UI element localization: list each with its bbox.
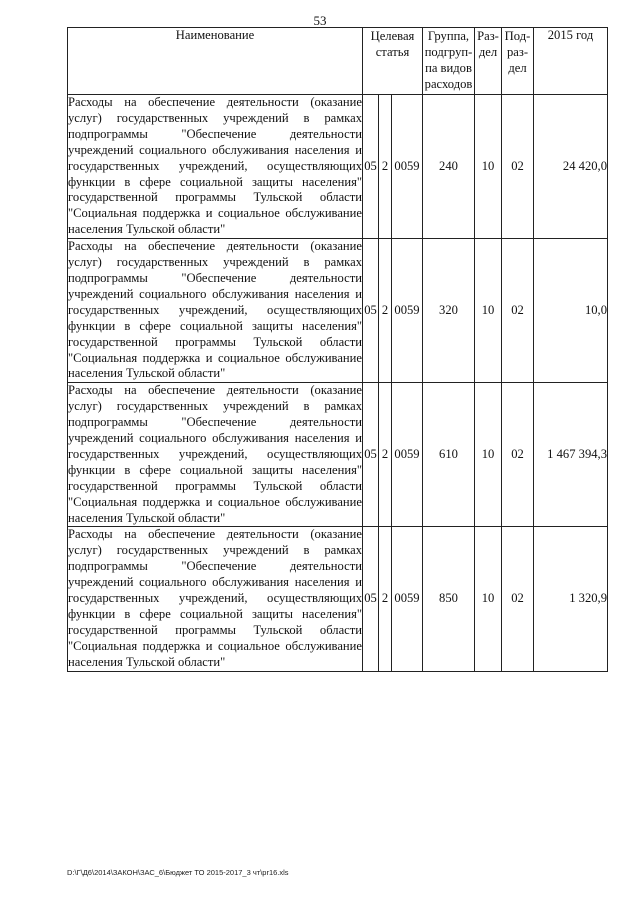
table-row: [68, 95, 608, 239]
header-year: 2015 год: [534, 28, 608, 95]
row-code-direction-cell: 0059: [392, 383, 423, 527]
row-code-subprogram-cell: 2: [379, 239, 392, 383]
row-section-cell: 10: [475, 239, 502, 383]
header-subsection: Под- раз- дел: [502, 28, 534, 95]
table-row: [68, 527, 608, 671]
row-amount-cell: 10,0: [534, 239, 608, 383]
row-name-cell: Расходы на обеспечение деятельности (оказание услуг) государственных учреждений в рамках подпрограммы "Обеспечение деятельности учреждений социального обслуживания населения и государственных учреждений, осуществляющих функции в сфере социальной защиты населения" государственной программы Тульской области "Социальная поддержка и социальное обслуживание населения Тульской области": [68, 383, 363, 527]
row-section-cell: 10: [475, 95, 502, 239]
budget-table: [67, 27, 608, 672]
row-code-subprogram-cell: 2: [379, 527, 392, 671]
table-row: [68, 383, 608, 527]
header-target: Целевая статья: [363, 28, 423, 95]
row-code-direction-cell: 0059: [392, 95, 423, 239]
header-name: Наименование: [68, 28, 363, 95]
row-section-cell: 10: [475, 527, 502, 671]
row-section-cell: 10: [475, 383, 502, 527]
row-group-cell: 850: [423, 527, 475, 671]
row-name-cell: Расходы на обеспечение деятельности (оказание услуг) государственных учреждений в рамках подпрограммы "Обеспечение деятельности учреждений социального обслуживания населения и государственных учреждений, осуществляющих функции в сфере социальной защиты населения" государственной программы Тульской области "Социальная поддержка и социальное обслуживание населения Тульской области": [68, 95, 363, 239]
row-name-cell: Расходы на обеспечение деятельности (оказание услуг) государственных учреждений в рамках подпрограммы "Обеспечение деятельности учреждений социального обслуживания населения и государственных учреждений, осуществляющих функции в сфере социальной защиты населения" государственной программы Тульской области "Социальная поддержка и социальное обслуживание населения Тульской области": [68, 527, 363, 671]
row-amount-cell: 24 420,0: [534, 95, 608, 239]
row-code-direction-cell: 0059: [392, 239, 423, 383]
table-header-row: [68, 28, 608, 95]
row-amount-cell: 1 320,9: [534, 527, 608, 671]
page-number: 53: [313, 13, 327, 28]
file-path-footer: D:\Г\Д6\2014\ЗАКОН\ЗАС_6\Бюджет ТО 2015-2017_3 чт\pr16.xls: [67, 868, 289, 877]
header-section: Раз- дел: [475, 28, 502, 95]
row-code-program-cell: 05: [363, 95, 379, 239]
row-amount-cell: 1 467 394,3: [534, 383, 608, 527]
row-subsection-cell: 02: [502, 383, 534, 527]
row-code-direction-cell: 0059: [392, 527, 423, 671]
header-group: Группа, подгруп- па видов расходов: [423, 28, 475, 95]
row-subsection-cell: 02: [502, 527, 534, 671]
row-group-cell: 610: [423, 383, 475, 527]
row-name-cell: Расходы на обеспечение деятельности (оказание услуг) государственных учреждений в рамках подпрограммы "Обеспечение деятельности учреждений социального обслуживания населения и государственных учреждений, осуществляющих функции в сфере социальной защиты населения" государственной программы Тульской области "Социальная поддержка и социальное обслуживание населения Тульской области": [68, 239, 363, 383]
row-group-cell: 320: [423, 239, 475, 383]
row-code-subprogram-cell: 2: [379, 383, 392, 527]
row-code-program-cell: 05: [363, 239, 379, 383]
row-code-program-cell: 05: [363, 527, 379, 671]
table-row: [68, 239, 608, 383]
row-group-cell: 240: [423, 95, 475, 239]
row-subsection-cell: 02: [502, 239, 534, 383]
row-subsection-cell: 02: [502, 95, 534, 239]
row-code-program-cell: 05: [363, 383, 379, 527]
row-code-subprogram-cell: 2: [379, 95, 392, 239]
